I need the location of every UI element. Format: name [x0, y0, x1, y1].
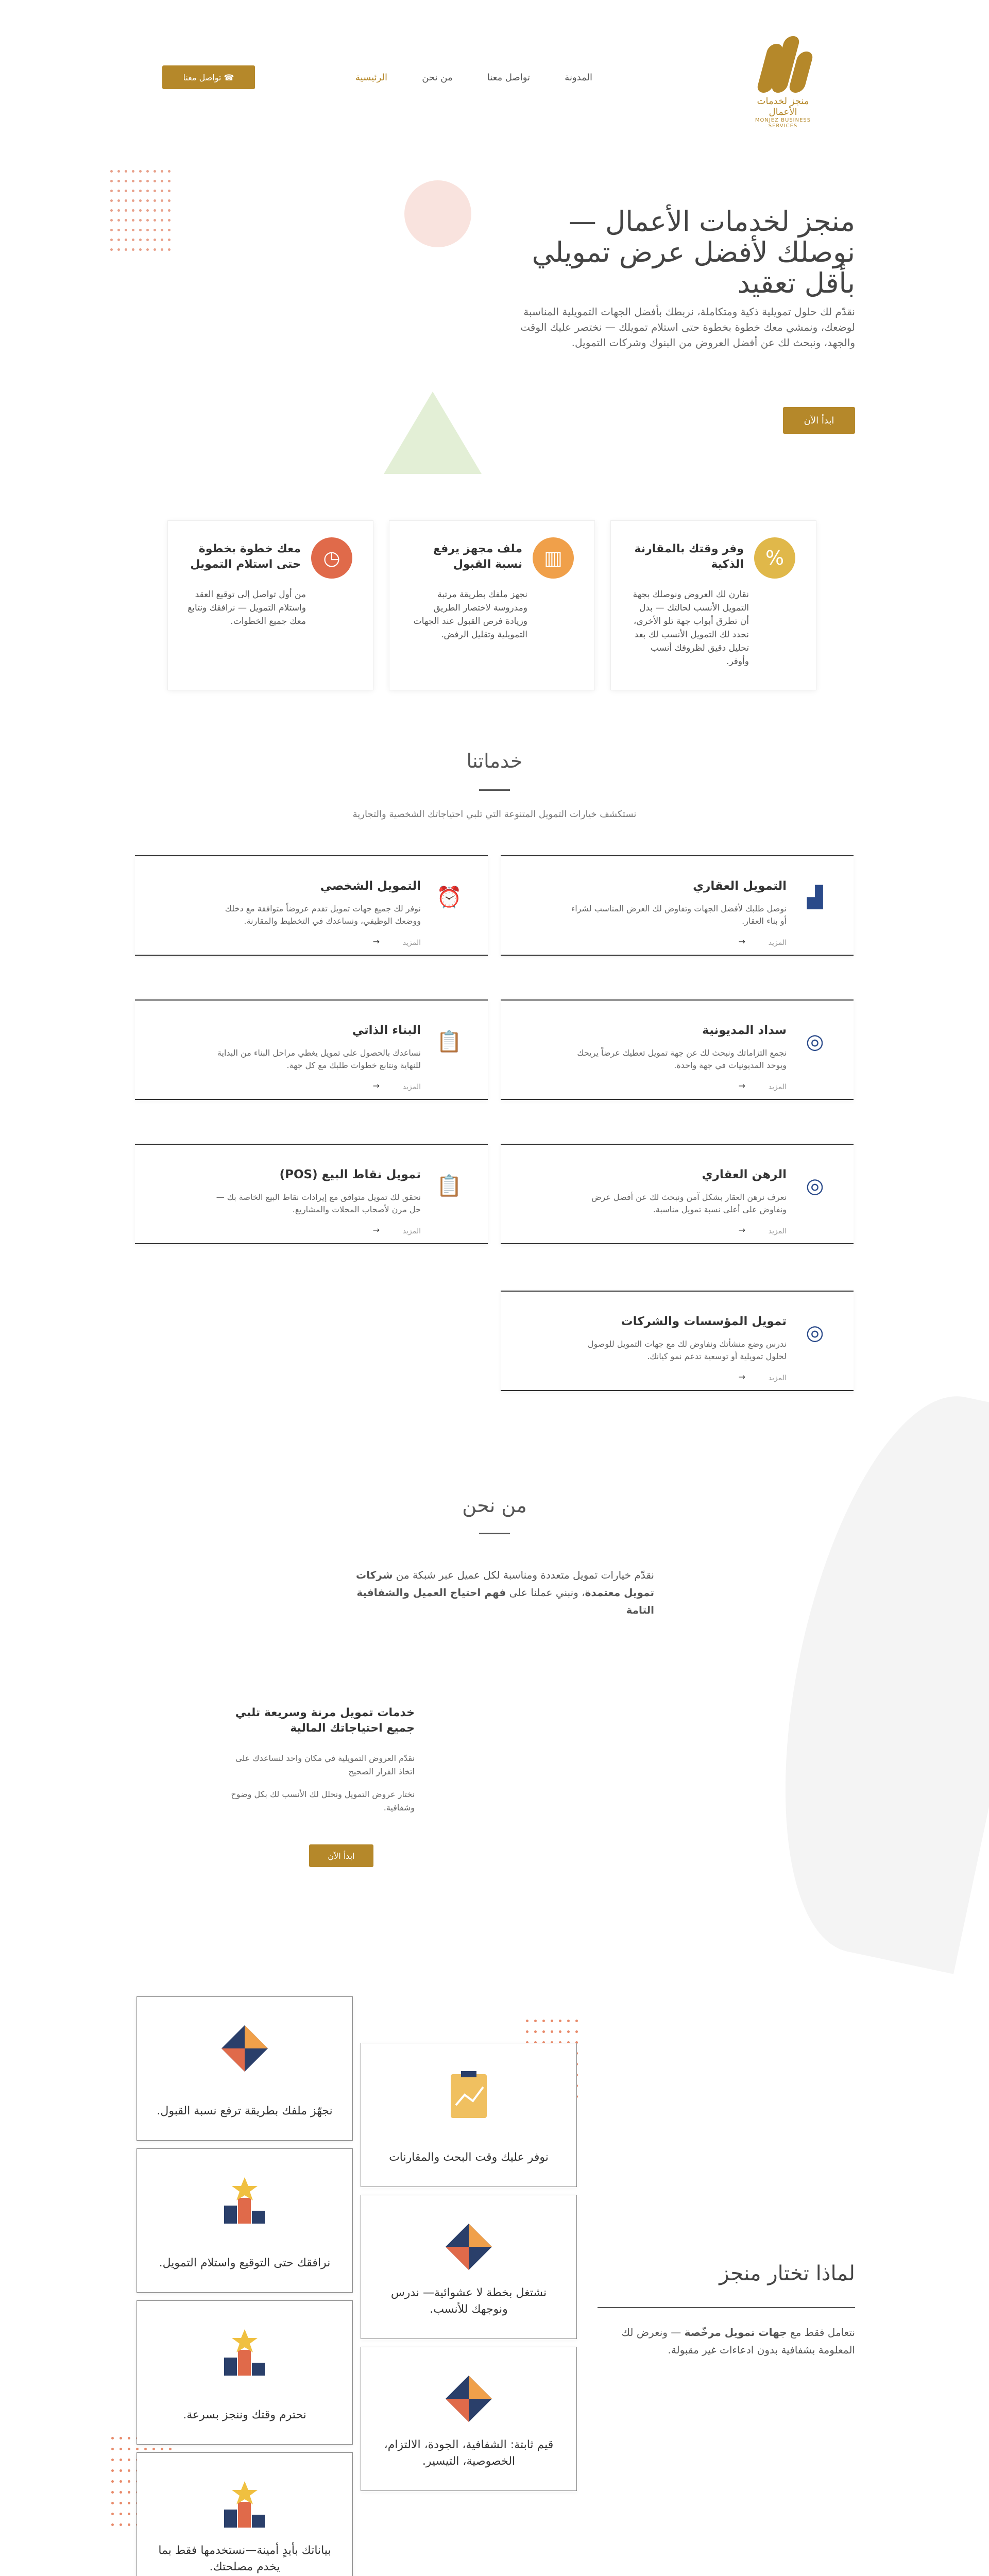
decoration-dot	[132, 248, 134, 251]
decoration-dot	[128, 2491, 130, 2494]
decoration-dot	[146, 209, 149, 212]
why-title: لماذا تختار منجز	[719, 2262, 855, 2285]
decoration-dot	[120, 2491, 122, 2494]
decoration-dot	[132, 229, 134, 231]
why-card-time	[361, 2043, 577, 2187]
decoration-dot	[132, 209, 134, 212]
decoration-dot	[168, 248, 170, 251]
clipboard-icon: 📋	[436, 1030, 462, 1054]
decoration-dot	[146, 199, 149, 202]
decoration-dot	[125, 209, 127, 212]
decoration-dot	[168, 229, 170, 231]
why-card-follow	[137, 2148, 353, 2293]
why-card-file	[137, 1996, 353, 2141]
percent-icon: %	[754, 537, 795, 579]
decoration-dot	[117, 229, 120, 231]
decoration-dot	[117, 180, 120, 182]
decoration-dot	[526, 2030, 528, 2033]
service-more-link[interactable]: المزيد	[402, 1083, 421, 1091]
logo-mark-icon	[755, 36, 811, 93]
decoration-dot	[125, 248, 127, 251]
service-text: نوصل طلبك لأفضل الجهات وتفاوض لك العرض المناسب لشراء أو بناء العقار.	[571, 904, 787, 926]
decoration-dot	[120, 2437, 122, 2439]
header-contact-button[interactable]	[162, 65, 255, 89]
decoration-dot	[128, 2513, 130, 2515]
decoration-dot	[146, 219, 149, 222]
decoration-dot	[168, 199, 170, 202]
decoration-dot	[526, 2020, 528, 2022]
phone-icon: ☎	[221, 72, 234, 82]
decoration-dot	[128, 2448, 130, 2450]
target-icon: ◎	[806, 1321, 824, 1345]
decoration-dot	[154, 229, 156, 231]
decoration-dot	[132, 190, 134, 192]
decoration-dot	[161, 190, 163, 192]
why-card-text: نحترم وقتك وننجز بسرعة.	[183, 2409, 306, 2421]
arrow-right-icon[interactable]: →	[738, 1225, 745, 1235]
logo-text: منجز لخدمات الأعمال	[757, 96, 809, 117]
hero-start-button[interactable]: ابدأ الآن	[783, 407, 855, 434]
service-title: تمويل المؤسسات والشركات	[621, 1315, 787, 1328]
decoration-dot	[117, 190, 120, 192]
decoration-dot	[117, 199, 120, 202]
decoration-dot	[551, 2020, 553, 2022]
decoration-dot	[111, 2491, 114, 2494]
service-title: البناء الذاتي	[352, 1024, 421, 1037]
decoration-dot	[139, 190, 142, 192]
decoration-dot	[154, 239, 156, 241]
clipboard-chart-icon	[443, 2069, 494, 2121]
decoration-dot	[111, 2448, 114, 2450]
why-card-text: بياناتك بأيدٍ أمينة—نستخدمها فقط بما يخدم مصلحتك.	[158, 2544, 331, 2573]
feature-text: من أول تواصل إلى توقيع العقد واستلام التمويل — نرافقك ونتابع معك جميع الخطوات.	[187, 589, 306, 626]
services-title: خدماتنا	[466, 750, 523, 772]
why-desc-post: — ونعرض لك المعلومة بشفافية بدون ادعاءات غير مقبولة.	[621, 2326, 855, 2356]
service-more-link[interactable]: المزيد	[768, 1374, 787, 1382]
feature-text: نقارن لك العروض ونوصلك بجهة التمويل الأنسب لحالتك — بدل أن تطرق أبواب جهة تلو الأخرى، نحدد لك التمويل الأنسب لك بعد تحليل دقيق لظروفك أنسب وأوفر.	[633, 589, 749, 667]
service-more-link[interactable]: المزيد	[402, 939, 421, 947]
decoration-dot	[168, 209, 170, 212]
decoration-dot	[139, 248, 142, 251]
service-title: تمويل نقاط البيع (POS)	[279, 1168, 421, 1181]
services-title-line	[479, 789, 510, 791]
decoration-dot	[120, 2469, 122, 2472]
service-card-real-estate[interactable]	[501, 855, 854, 956]
decoration-dot	[161, 248, 163, 251]
decoration-dot	[161, 229, 163, 231]
service-title: سداد المديونية	[702, 1024, 787, 1037]
target-icon: ◎	[806, 1030, 824, 1054]
decoration-dot	[128, 2523, 130, 2526]
decoration-dot	[575, 2020, 578, 2022]
decoration-dot	[154, 219, 156, 222]
feature-card-compare	[610, 520, 816, 690]
service-more-link[interactable]: المزيد	[768, 939, 787, 947]
decoration-dot	[111, 2502, 114, 2504]
decoration-dot	[161, 180, 163, 182]
hero-title: منجز لخدمات الأعمال — نوصلك لأفضل عرض تمويلي بأقل تعقيد	[532, 205, 855, 299]
decoration-dot	[154, 248, 156, 251]
podium-star-icon	[219, 2327, 270, 2378]
decoration-dot	[120, 2448, 122, 2450]
decoration-dot	[110, 170, 113, 173]
about-text-bold-1: شركات تمويل معتمدة	[356, 1569, 654, 1599]
why-card-text: قيم ثابتة: الشفافية، الجودة، الالتزام، الخصوصية، التيسير.	[384, 2438, 554, 2468]
arrow-right-icon[interactable]: →	[738, 1081, 745, 1091]
decoration-dot	[146, 170, 149, 173]
service-text: ندرس وضع منشأتك ونفاوض لك مع جهات التمويل للوصول لحلول تمويلية أو توسعية تدعم نمو كيانك.	[587, 1339, 787, 1361]
why-card-speed	[137, 2300, 353, 2445]
decoration-dot	[132, 239, 134, 241]
decoration-dot	[154, 180, 156, 182]
why-card-values	[361, 2347, 577, 2491]
decoration-dot	[146, 248, 149, 251]
decoration-dot	[161, 2448, 163, 2450]
decoration-dot	[110, 239, 113, 241]
decoration-dot	[132, 180, 134, 182]
about-title: من نحن	[462, 1494, 527, 1517]
decoration-dot	[136, 2448, 139, 2450]
decoration-dot	[117, 209, 120, 212]
service-text: نوفر لك جميع جهات تمويل تقدم عروضاً متوافقة مع دخلك ووضعك الوظيفي، ونساعدك في التخطيط والمقارنة.	[225, 904, 421, 926]
about-paragraph	[335, 1566, 654, 1619]
decoration-dot	[110, 209, 113, 212]
target-icon: ◎	[806, 1174, 824, 1198]
decoration-dot	[168, 219, 170, 222]
service-card-debt[interactable]	[501, 999, 854, 1100]
nav-home[interactable]: الرئيسية	[355, 72, 388, 83]
decoration-dot	[161, 170, 163, 173]
why-card-text: نرافقك حتى التوقيع واستلام التمويل.	[159, 2257, 331, 2269]
clipboard-icon: 📋	[436, 1174, 462, 1198]
logo-subtitle: MONJEZ BUSINESS SERVICES	[755, 117, 811, 129]
bar-chart-icon: ▟	[807, 886, 823, 909]
arrow-right-icon[interactable]: →	[738, 937, 745, 946]
decoration-dot	[111, 2513, 114, 2515]
decoration-dot	[111, 2437, 114, 2439]
decoration-dot	[117, 170, 120, 173]
nav-about[interactable]: من نحن	[422, 72, 453, 83]
decoration-dot	[168, 180, 170, 182]
podium-star-icon	[219, 2479, 270, 2530]
decoration-dot	[152, 2448, 155, 2450]
service-more-link[interactable]: المزيد	[768, 1083, 787, 1091]
decoration-dot	[139, 199, 142, 202]
service-title: الرهن العقاري	[702, 1168, 787, 1181]
decoration-dot	[110, 180, 113, 182]
decoration-dot	[161, 219, 163, 222]
about-title-line	[479, 1533, 510, 1534]
timer-icon: ◷	[311, 537, 352, 579]
decoration-dot	[111, 2469, 114, 2472]
feature-title: ملف مجهز يرفع نسبة القبول	[433, 543, 522, 571]
podium-star-icon	[219, 2175, 270, 2226]
service-more-link[interactable]: المزيد	[768, 1227, 787, 1235]
decoration-dot	[139, 239, 142, 241]
arrow-right-icon[interactable]: →	[738, 1372, 745, 1382]
decoration-dot	[110, 199, 113, 202]
service-card-personal[interactable]	[135, 855, 488, 956]
why-card-plan	[361, 2195, 577, 2339]
main-nav	[355, 72, 592, 83]
decoration-dot	[154, 199, 156, 202]
service-card-pos[interactable]	[135, 1144, 488, 1244]
decoration-dot	[128, 2480, 130, 2483]
why-card-text: نجهّز ملفك بطريقة ترفع نسبة القبول.	[157, 2105, 333, 2117]
decoration-dot	[161, 239, 163, 241]
decoration-dot	[169, 2448, 172, 2450]
decoration-dot	[567, 2030, 570, 2033]
nav-contact[interactable]: تواصل معنا	[487, 72, 531, 83]
decoration-dot	[575, 2030, 578, 2033]
service-text: نحقق لك تمويل متوافق مع إيرادات نقاط البيع الخاصة بك — حل مرن لأصحاب المحلات والمشاريع.	[216, 1192, 421, 1214]
decoration-dot	[542, 2020, 545, 2022]
feature-title: معك خطوة بخطوة حتى استلام التمويل	[190, 543, 301, 571]
about-text-pre: نقدّم خيارات تمويل متعددة ومناسبة لكل عميل عبر شبكة من	[396, 1569, 654, 1581]
decoration-dot	[120, 2513, 122, 2515]
why-card-text: نوفر عليك وقت البحث والمقارنات	[389, 2151, 549, 2164]
decoration-dot	[110, 190, 113, 192]
feature-text: نجهز ملفك بطريقة مرتبة ومدروسة لاختصار الطريق وزيادة فرص القبول عند الجهات التمويلية وتقليل الرفض.	[413, 589, 527, 640]
decoration-dot	[128, 2459, 130, 2461]
decoration-dot	[132, 219, 134, 222]
decoration-dot	[168, 190, 170, 192]
decoration-dot	[120, 2523, 122, 2526]
decoration-dot	[111, 2459, 114, 2461]
arrow-right-icon[interactable]: →	[372, 937, 380, 946]
decoration-dot	[551, 2030, 553, 2033]
decoration-dot	[161, 199, 163, 202]
service-text: نجمع التزاماتك ونبحث لك عن جهة تمويل تعطيك عرضاً يريحك ويوحد المديونيات في جهة واحدة.	[577, 1048, 787, 1070]
alarm-icon: ⏰	[436, 886, 462, 909]
background-blob-decoration	[742, 1375, 989, 1974]
feature-card-file	[389, 520, 595, 690]
hero-triangle-decoration	[384, 392, 482, 474]
diamond-icon	[443, 2221, 494, 2273]
decoration-dot	[117, 219, 120, 222]
decoration-dot	[146, 180, 149, 182]
service-text: نعرف نرهن العقار بشكل آمن ونبحث لك عن أفضل عرض ونفاوض على أعلى نسبة تمويل مناسبة.	[591, 1192, 787, 1214]
about-text-bold-2: فهم احتياج العميل والشفافية التامة	[356, 1586, 654, 1616]
about-side-text-2: نختار عروض التمويل ونحلل لك الأنسب لك بكل وضوح وشفافية.	[231, 1789, 415, 1812]
decoration-dot	[117, 248, 120, 251]
decoration-dot	[117, 239, 120, 241]
decoration-dot	[168, 170, 170, 173]
service-card-mortgage[interactable]	[501, 1144, 854, 1244]
decoration-dot	[567, 2020, 570, 2022]
why-card-text: نشتغل بخطة لا عشوائية— ندرس ونوجهك للأنسب.	[390, 2286, 547, 2316]
chart-icon: ▥	[533, 537, 574, 579]
decoration-dot	[139, 209, 142, 212]
service-card-self-build[interactable]	[135, 999, 488, 1100]
site-header	[0, 0, 989, 155]
decoration-dot	[146, 229, 149, 231]
diamond-icon	[443, 2373, 494, 2425]
decoration-dot	[125, 170, 127, 173]
decoration-dot	[125, 199, 127, 202]
service-title: التمويل الشخصي	[320, 879, 421, 893]
decoration-dot	[125, 239, 127, 241]
decoration-dot	[120, 2502, 122, 2504]
site-logo[interactable]	[744, 36, 822, 129]
arrow-right-icon[interactable]: →	[372, 1081, 380, 1091]
decoration-dot	[154, 190, 156, 192]
decoration-dot	[154, 209, 156, 212]
hero-dots-decoration	[106, 170, 170, 251]
service-title: التمويل العقاري	[693, 879, 787, 893]
why-desc-bold: جهات تمويل مرخّصة	[684, 2326, 787, 2338]
decoration-dot	[161, 209, 163, 212]
decoration-dot	[154, 170, 156, 173]
arrow-right-icon[interactable]: →	[372, 1225, 380, 1235]
decoration-dot	[139, 229, 142, 231]
about-side-text-1: نقدّم العروض التمويلية في مكان واحد لنساعدك على اتخاذ القرار الصحيح	[235, 1753, 415, 1776]
nav-blog[interactable]: المدونة	[565, 72, 592, 83]
hero-description: نقدّم لك حلول تمويلية ذكية ومتكاملة، نربطك بأفضل الجهات التمويلية المناسبة لوضعك، ونمشي معك خطوة بخطوة حتى استلام تمويلك — نختصر عليك الوقت والجهد، ونبحث لك عن أفضل العروض من البنوك وشركات التمويل.	[520, 306, 855, 349]
decoration-dot	[125, 219, 127, 222]
decoration-dot	[534, 2030, 537, 2033]
hero-circle-decoration	[404, 180, 471, 247]
decoration-dot	[559, 2020, 561, 2022]
decoration-dot	[139, 219, 142, 222]
decoration-dot	[125, 190, 127, 192]
service-card-corporate[interactable]	[501, 1291, 854, 1391]
service-more-link[interactable]: المزيد	[402, 1227, 421, 1235]
feature-title: وفر وقتك بالمقارنة الذكية	[634, 543, 744, 571]
feature-card-steps	[167, 520, 373, 690]
decoration-dot	[120, 2459, 122, 2461]
decoration-dot	[146, 190, 149, 192]
why-card-privacy	[137, 2452, 353, 2576]
why-title-line	[598, 2307, 855, 2308]
diamond-icon	[219, 2023, 270, 2074]
services-subtitle: نستكشف خيارات التمويل المتنوعة التي تلبي احتياجاتك الشخصية والتجارية	[352, 809, 637, 820]
about-start-button[interactable]: ابدأ الآن	[309, 1844, 373, 1867]
decoration-dot	[128, 2502, 130, 2504]
decoration-dot	[128, 2437, 130, 2439]
decoration-dot	[128, 2469, 130, 2472]
decoration-dot	[542, 2030, 545, 2033]
decoration-dot	[139, 170, 142, 173]
decoration-dot	[559, 2030, 561, 2033]
why-desc-pre: نتعامل فقط مع	[790, 2326, 855, 2338]
decoration-dot	[144, 2448, 147, 2450]
decoration-dot	[110, 229, 113, 231]
service-text: نساعدك بالحصول على تمويل يغطي مراحل البناء من البداية للنهاية ونتابع خطوات طلبك مع كل جهة.	[217, 1048, 421, 1070]
decoration-dot	[111, 2480, 114, 2483]
decoration-dot	[146, 239, 149, 241]
decoration-dot	[139, 180, 142, 182]
decoration-dot	[132, 170, 134, 173]
decoration-dot	[120, 2480, 122, 2483]
decoration-dot	[110, 248, 113, 251]
why-description	[592, 2324, 855, 2359]
header-contact-label: تواصل معنا	[183, 72, 221, 82]
decoration-dot	[110, 219, 113, 222]
decoration-dot	[168, 239, 170, 241]
decoration-dot	[534, 2020, 537, 2022]
decoration-dot	[125, 180, 127, 182]
decoration-dot	[111, 2523, 114, 2526]
about-text-mid: ، ونبني عملنا على	[509, 1586, 585, 1599]
decoration-dot	[132, 199, 134, 202]
decoration-dot	[125, 229, 127, 231]
about-side-title: خدمات تمويل مرنة وسريعة تلبي جميع احتياجاتك المالية	[235, 1706, 415, 1735]
